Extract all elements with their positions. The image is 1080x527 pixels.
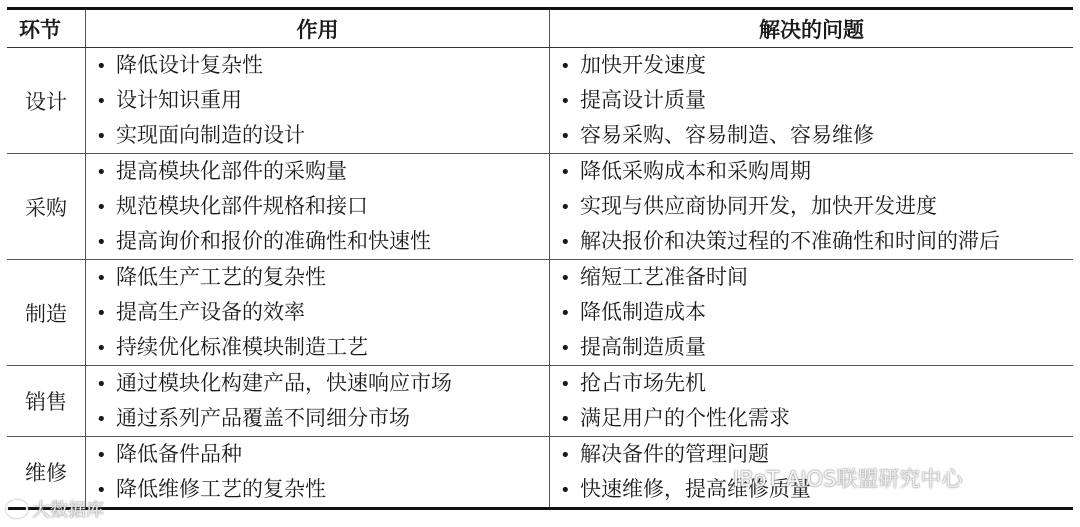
list-item-text: 满足用户的个性化需求 [580, 406, 790, 430]
bullet-icon: • [96, 409, 107, 430]
list-item [96, 48, 549, 83]
bullet-icon: • [560, 338, 571, 359]
list-item-text: 加快开发速度 [580, 53, 706, 77]
problem-cell [550, 154, 1073, 259]
list-item-text: 降低备件品种 [116, 442, 242, 466]
role-cell [86, 260, 550, 365]
list-item-text: 提高生产设备的效率 [116, 300, 305, 324]
problem-cell [550, 260, 1073, 365]
list-item-text: 提高设计质量 [580, 88, 706, 112]
bullet-icon: • [560, 445, 571, 466]
bullet-icon: • [560, 56, 571, 77]
list-item [96, 224, 549, 259]
bullet-icon: • [96, 56, 107, 77]
list-item-text: 容易采购、容易制造、容易维修 [580, 123, 874, 147]
role-cell [86, 366, 550, 436]
list-item [560, 189, 1073, 224]
list-item [96, 154, 549, 189]
list-item [560, 401, 1073, 436]
list-item [560, 295, 1073, 330]
table-row [7, 48, 1073, 154]
list-item [96, 366, 549, 401]
list-item-text: 快速维修，提高维修质量 [580, 477, 811, 501]
bullet-icon: • [560, 126, 571, 147]
list-item-text: 通过模块化构建产品，快速响应市场 [116, 371, 452, 395]
bullet-icon: • [560, 374, 571, 395]
bullet-icon: • [560, 91, 571, 112]
bullet-icon: • [560, 268, 571, 289]
list-item-text: 降低设计复杂性 [116, 53, 263, 77]
stage-cell: 制造 [7, 260, 86, 365]
list-item [560, 260, 1073, 295]
list-item [96, 401, 549, 436]
table-header-row [7, 10, 1073, 48]
bullet-icon: • [96, 126, 107, 147]
list-item-text: 设计知识重用 [116, 88, 242, 112]
list-item [96, 260, 549, 295]
watermark-icon [6, 500, 28, 518]
list-item [560, 154, 1073, 189]
list-item [560, 366, 1073, 401]
list-item-text: 解决备件的管理问题 [580, 442, 769, 466]
list-item-text: 提高询价和报价的准确性和快速性 [116, 229, 431, 253]
bullet-icon: • [96, 445, 107, 466]
list-item [96, 330, 549, 365]
list-item-text: 提高制造质量 [580, 335, 706, 359]
list-item-text: 实现与供应商协同开发，加快开发进度 [580, 194, 937, 218]
table-body [7, 48, 1073, 510]
list-item-text: 提高模块化部件的采购量 [116, 159, 347, 183]
problem-cell [550, 366, 1073, 436]
bullet-icon: • [96, 374, 107, 395]
list-item-text: 缩短工艺准备时间 [580, 265, 748, 289]
bullet-icon: • [96, 197, 107, 218]
bullet-icon: • [96, 232, 107, 253]
stage-cell: 设计 [7, 48, 86, 153]
list-item-text: 实现面向制造的设计 [116, 123, 305, 147]
module-table [7, 7, 1073, 510]
list-item [96, 118, 549, 153]
list-item-text: 解决报价和决策过程的不准确性和时间的滞后 [580, 229, 1000, 253]
list-item-text: 通过系列产品覆盖不同细分市场 [116, 406, 410, 430]
bullet-icon: • [96, 162, 107, 183]
table-row [7, 154, 1073, 260]
problem-cell [550, 48, 1073, 153]
stage-cell: 采购 [7, 154, 86, 259]
bullet-icon: • [96, 91, 107, 112]
list-item [96, 437, 549, 472]
list-item-text: 规范模块化部件规格和接口 [116, 194, 368, 218]
watermark-left-text: 大数据库 [32, 500, 104, 521]
list-item-text: 抢占市场先机 [580, 371, 706, 395]
header-stage: 环节 [7, 10, 86, 47]
list-item [96, 189, 549, 224]
list-item-text: 降低采购成本和采购周期 [580, 159, 811, 183]
stage-cell: 维修 [7, 437, 86, 507]
bullet-icon: • [560, 303, 571, 324]
bullet-icon: • [96, 303, 107, 324]
list-item [560, 83, 1073, 118]
table-row [7, 366, 1073, 437]
bullet-icon: • [560, 197, 571, 218]
bullet-icon: • [560, 409, 571, 430]
bullet-icon: • [96, 480, 107, 501]
list-item-text: 持续优化标准模块制造工艺 [116, 335, 368, 359]
list-item [560, 330, 1073, 365]
list-item [560, 224, 1073, 259]
list-item [560, 118, 1073, 153]
bullet-icon: • [560, 232, 571, 253]
role-cell [86, 437, 550, 507]
bullet-icon: • [96, 268, 107, 289]
list-item-text: 降低制造成本 [580, 300, 706, 324]
header-role: 作用 [86, 10, 550, 47]
list-item [560, 48, 1073, 83]
watermark-text: IBoT AIOS联盟研究中心 [733, 467, 963, 491]
bullet-icon: • [560, 480, 571, 501]
header-problem: 解决的问题 [759, 17, 864, 42]
bullet-icon: • [560, 162, 571, 183]
list-item [96, 83, 549, 118]
list-item-text: 降低维修工艺的复杂性 [116, 477, 326, 501]
list-item-text: 降低生产工艺的复杂性 [116, 265, 326, 289]
table-row [7, 260, 1073, 366]
list-item [96, 472, 549, 507]
watermark-logo [6, 496, 104, 522]
role-cell [86, 48, 550, 153]
list-item [96, 295, 549, 330]
role-cell [86, 154, 550, 259]
stage-cell: 销售 [7, 366, 86, 436]
bullet-icon: • [96, 338, 107, 359]
